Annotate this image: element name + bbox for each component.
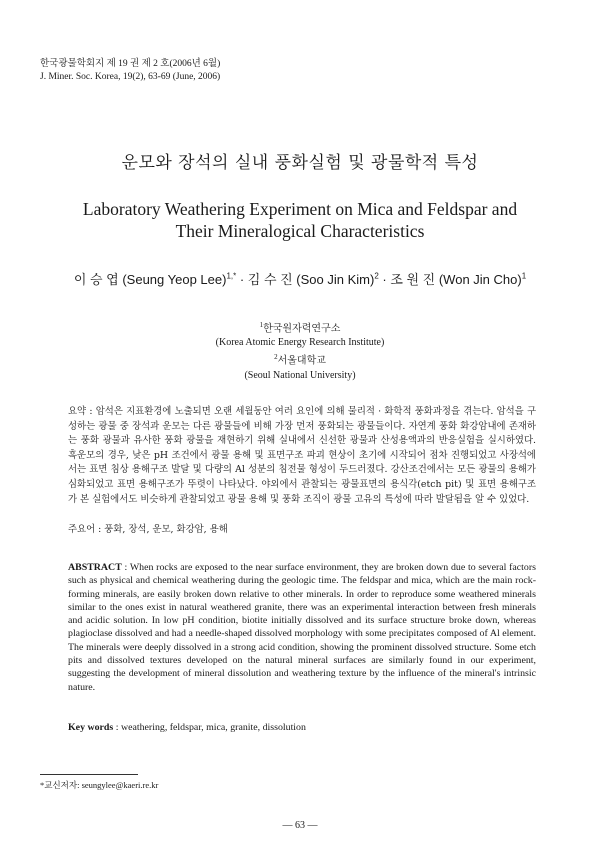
affiliation-2-ko: $^2$서울대학교 — [274, 353, 326, 367]
journal-line-en: J. Miner. Soc. Korea, 19(2), 63-69 (June, 2006) — [40, 72, 221, 82]
journal-header — [40, 58, 220, 84]
author-list — [0, 269, 600, 288]
abstract-en — [68, 561, 536, 694]
author-1: 이 승 엽 (Seung Yeop Lee) — [73, 272, 227, 287]
page-number: — 63 — — [282, 820, 318, 831]
affiliation-1-en: (Korea Atomic Energy Research Institute) — [215, 337, 385, 349]
keywords-ko-text: 풍화, 장석, 운모, 화강암, 용해 — [104, 524, 228, 535]
abstract-ko-label: 요약 : — [68, 406, 96, 417]
author-3-mark: 1 — [521, 271, 527, 281]
abstract-ko-text: 암석은 지표환경에 노출되면 오랜 세월동안 여러 요인에 의해 물리적 · 화학적 풍화과정을 겪는다. 암석을 구성하는 광물 중 장석과 운모는 다른 광물들에 비해 가장 먼저 풍화되는 광물들이다. 자연계 풍화 화강암내에 존재하는 풍화 광물과 유사한 풍화 광물을 재현하기 위해 실내에서 신선한 광물과 산성용액과의 반응실험을 실시하였다. 흑운모의 경우, 낮은 pH 조건에서 광물 용해 및 표면구조 파괴 현상이 초기에 시작되어 점차 진행되었고 사장석에서는 표면 침상 용해구조 발달 및 다량의 Al 성분의 침전물 형성이 두드러졌다. 강산조건에서는 모든 광물의 용해가 심화되었고 표면 용해구조가 뚜렷이 나타났다. 야외에서 관찰되는 광물표면의 용식각(etch pit) 및 표면 용해구조가 본 실험에서도 비슷하게 관찰되었고 광물 용해 및 풍화 조직이 광물 고유의 특성에 따라 발달됨을 알 수 있었다. — [68, 406, 537, 505]
paper-title-en-line1: Laboratory Weathering Experiment on Mica and Feldspar and — [82, 199, 518, 219]
paper-title-en-line2: Their Mineralogical Characteristics — [175, 221, 425, 241]
affiliation-2-mark: 2 — [274, 353, 278, 362]
corresponding-author-footnote: *교신저자: seungylee@kaeri.re.kr — [40, 780, 159, 790]
footnote-divider — [40, 774, 138, 775]
paper-title-ko: 운모와 장석의 실내 풍화실험 및 광물학적 특성 — [121, 153, 479, 173]
journal-line-ko: 한국광물학회지 제 19 권 제 2 호(2006년 6월) — [40, 59, 221, 69]
keywords-ko-label: 주요어 : — [68, 524, 105, 535]
paper-title-en — [0, 198, 600, 242]
affiliation-2-en: (Seoul National University) — [244, 369, 356, 381]
keywords-en-text: : weathering, feldspar, mica, granite, dissolution — [113, 722, 306, 733]
author-1-mark: 1,* — [226, 271, 237, 281]
abstract-en-text: : When rocks are exposed to the near surface environment, they are broken down due to several factors such as physical and chemical weathering during the geologic time. The feldspar and mica, which are the main rock-forming minerals, are easily broken down relative to other minerals. In order to reproduce some weathered minerals similar to the ones exist in natural weathered granite, there was an experimental interaction between fresh minerals and acidic solution. In low pH condition, biotite initially dissolved and its surface structure broke down, whereas plagioclase dissolved and had a needle-shaped dissolved morphology with some precipitates composed of Al element. The minerals were deeply dissolved in a strong acid condition, showing the prominent dissolved structure. Some etch pits and dissolved textures developed on the natural mineral surfaces are similarly found in our experiment, suggesting the development of mineral dissolution and weathering texture by the influence of the mineral's intrinsic nature. — [68, 562, 536, 693]
abstract-en-label: ABSTRACT — [68, 562, 122, 573]
affiliations — [0, 318, 600, 383]
keywords-ko — [68, 521, 228, 535]
author-2: 김 수 진 (Soo Jin Kim) — [247, 272, 375, 287]
author-2-mark: 2 — [374, 271, 379, 281]
author-separator: · — [236, 272, 248, 287]
author-separator: · — [378, 272, 391, 287]
abstract-ko — [68, 405, 536, 507]
affiliation-1-ko: $^1$한국원자력연구소 — [259, 321, 341, 335]
keywords-en-label: Key words — [68, 722, 114, 733]
keywords-en — [68, 722, 306, 733]
affiliation-1-mark: 1 — [259, 321, 264, 329]
author-3: 조 원 진 (Won Jin Cho) — [390, 272, 522, 287]
